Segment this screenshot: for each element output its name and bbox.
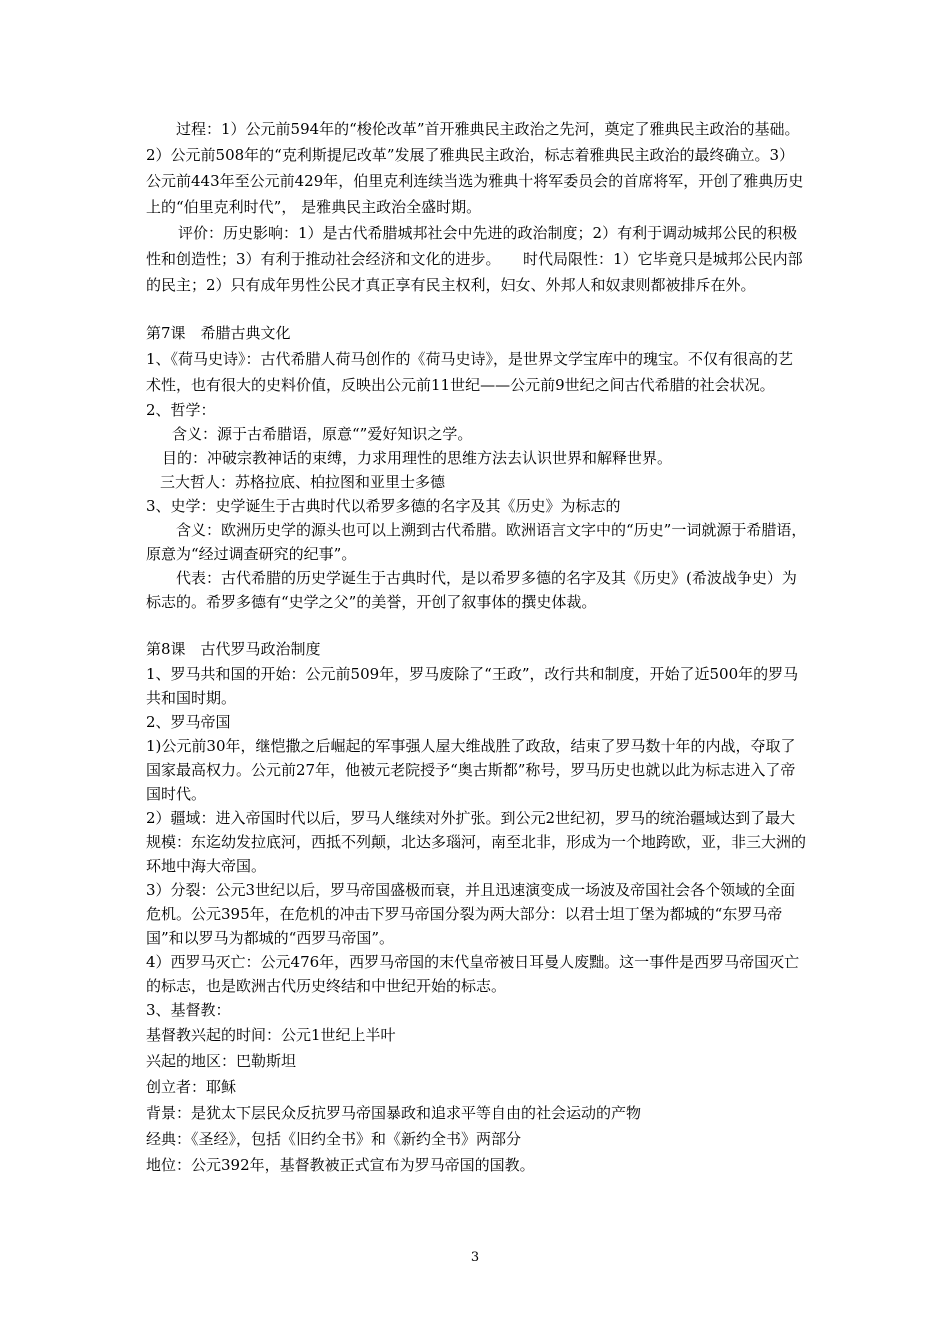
s8-empire-item-2: 2）疆域：进入帝国时代以后，罗马人继续对外扩张。到公元2世纪初，罗马的统治疆域达到了最大规模：东迄幼发拉底河，西抵不列颠，北达多瑙河，南至北非，形成为一个地跨欧，亚，非三大洲的环地中海大帝国。 [146, 809, 807, 875]
lesson-8-heading: 第8课 古代罗马政治制度 [146, 640, 321, 658]
s8-christianity-region: 兴起的地区：巴勒斯坦 [146, 1052, 297, 1070]
s8-christianity-title: 3、基督教： [146, 1001, 231, 1019]
s7-philosophy-sages: 三大哲人：苏格拉底、柏拉图和亚里士多德 [160, 473, 446, 491]
s8-empire-title: 2、罗马帝国 [146, 713, 231, 731]
s8-christianity-time: 基督教兴起的时间：公元1世纪上半叶 [146, 1026, 396, 1044]
s6-process-paragraph: 过程：1）公元前594年的“梭伦改革”首开雅典民主政治之先河，奠定了雅典民主政治的基础。2）公元前508年的“克利斯提尼改革”发展了雅典民主政治，标志着雅典民主政治的最终确立。3）公元前443年至公元前429年，伯里克利连续当选为雅典十将军委员会的首席将军，开创了雅典历史上的“伯里克利时代”， 是雅典民主政治全盛时期。 [146, 120, 804, 216]
lesson-7-heading: 第7课 希腊古典文化 [146, 324, 291, 342]
s8-empire-item-1: 1)公元前30年，继恺撒之后崛起的军事强人屋大维战胜了政敌，结束了罗马数十年的内战，夺取了国家最高权力。公元前27年，他被元老院授予“奥古斯都”称号，罗马历史也就以此为标志进入了帝国时代。 [146, 737, 796, 803]
s8-empire-item-3: 3）分裂：公元3世纪以后，罗马帝国盛极而衰，并且迅速演变成一场波及帝国社会各个领域的全面危机。公元395年，在危机的冲击下罗马帝国分裂为两大部分：以君士坦丁堡为都城的“东罗马帝国”和以罗马为都城的“西罗马帝国”。 [146, 881, 796, 947]
s8-christianity-status: 地位：公元392年，基督教被正式宣布为罗马帝国的国教。 [146, 1156, 535, 1174]
s8-christianity-background: 背景：是犹太下层民众反抗罗马帝国暴政和追求平等自由的社会运动的产物 [146, 1104, 642, 1122]
s6-evaluation-paragraph: 评价：历史影响：1）是古代希腊城邦社会中先进的政治制度；2）有利于调动城邦公民的积极性和创造性；3）有利于推动社会经济和文化的进步。 时代局限性：1）它毕竟只是城邦公民内部的民主；2）只有成年男性公民才真正享有民主权利，妇女、外邦人和奴隶则都被排斥在外。 [146, 224, 803, 294]
s7-philosophy-purpose: 目的：冲破宗教神话的束缚，力求用理性的思维方法去认识世界和解释世界。 [162, 449, 673, 467]
page-content [146, 116, 808, 1178]
s7-philosophy-meaning: 含义：源于古希腊语，原意“”爱好知识之学。 [172, 425, 473, 443]
s7-history-meaning: 含义：欧洲历史学的源头也可以上溯到古代希腊。欧洲语言文字中的“历史”一词就源于希腊语，原意为“经过调查研究的纪事”。 [146, 521, 807, 563]
s7-history-representative: 代表：古代希腊的历史学诞生于古典时代，是以希罗多德的名字及其《历史》(希波战争史）为标志的。希罗多德有“史学之父”的美誉，开创了叙事体的撰史体裁。 [146, 569, 797, 611]
s7-homer-paragraph: 1、《荷马史诗》：古代希腊人荷马创作的《荷马史诗》，是世界文学宝库中的瑰宝。不仅有很高的艺术性，也有很大的史料价值，反映出公元前11世纪——公元前9世纪之间古代希腊的社会状况。 [146, 350, 794, 394]
s7-philosophy-title: 2、哲学： [146, 401, 216, 419]
s8-republic-paragraph: 1、罗马共和国的开始：公元前509年，罗马废除了“王政”，改行共和制度，开始了近500年的罗马共和国时期。 [146, 665, 799, 707]
s8-christianity-founder: 创立者：耶稣 [146, 1078, 237, 1096]
page-number: 3 [470, 1250, 480, 1265]
s8-christianity-scripture: 经典：《圣经》，包括《旧约全书》和《新约全书》两部分 [146, 1130, 522, 1148]
s7-history-title: 3、史学：史学诞生于古典时代以希罗多德的名字及其《历史》为标志的 [146, 497, 621, 515]
s8-empire-item-4: 4）西罗马灭亡：公元476年，西罗马帝国的末代皇帝被日耳曼人废黜。这一事件是西罗马帝国灭亡的标志，也是欧洲古代历史终结和中世纪开始的标志。 [146, 953, 800, 995]
